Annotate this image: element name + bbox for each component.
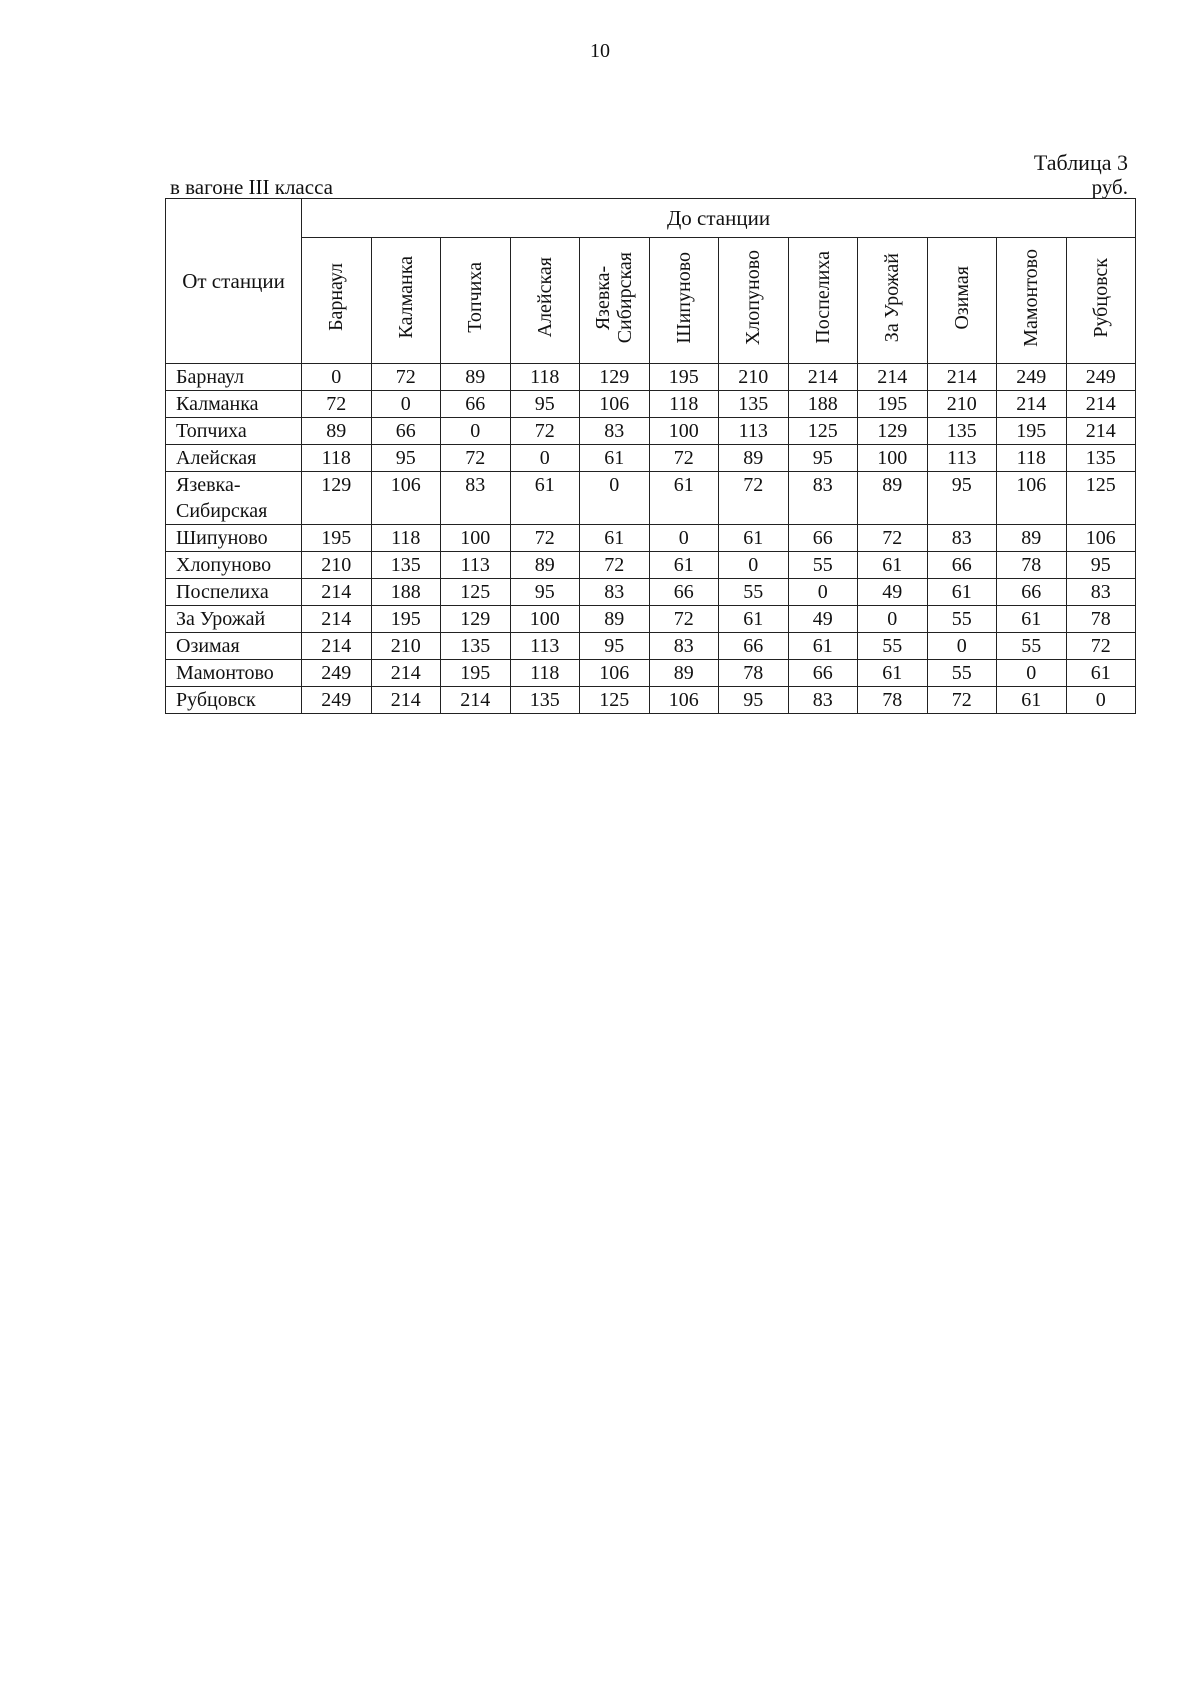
fare-cell: 118	[371, 525, 441, 552]
fare-cell: 83	[580, 579, 650, 606]
table-row	[166, 579, 1136, 606]
fare-cell: 72	[927, 687, 997, 714]
fare-cell: 61	[580, 525, 650, 552]
fare-cell: 66	[997, 579, 1067, 606]
fare-cell: 135	[441, 633, 511, 660]
row-station-name: Алейская	[166, 445, 302, 472]
fare-cell: 66	[371, 418, 441, 445]
fare-cell: 214	[788, 364, 858, 391]
fare-cell: 113	[510, 633, 580, 660]
fare-cell: 118	[997, 445, 1067, 472]
unit-note: руб.	[1091, 175, 1128, 199]
fare-cell: 214	[1066, 418, 1136, 445]
fare-cell: 61	[788, 633, 858, 660]
fare-cell: 214	[371, 660, 441, 687]
fare-cell: 89	[580, 606, 650, 633]
column-header-label: Рубцовск	[1089, 257, 1112, 338]
fare-cell: 195	[997, 418, 1067, 445]
column-header	[371, 238, 441, 364]
column-header-label: Язевка- Сибирская	[592, 251, 637, 344]
fare-cell: 135	[719, 391, 789, 418]
fare-cell: 66	[788, 525, 858, 552]
column-header	[788, 238, 858, 364]
fare-cell: 66	[441, 391, 511, 418]
fare-cell: 95	[719, 687, 789, 714]
fare-cell: 0	[649, 525, 719, 552]
row-station-name: Калманка	[166, 391, 302, 418]
column-header	[719, 238, 789, 364]
column-header-label: Поспелиха	[811, 251, 834, 344]
fare-cell: 214	[302, 579, 372, 606]
fare-cell: 0	[302, 364, 372, 391]
fare-cell: 100	[510, 606, 580, 633]
fare-cell: 0	[858, 606, 928, 633]
fare-cell: 78	[997, 552, 1067, 579]
table-row	[166, 660, 1136, 687]
fare-cell: 113	[441, 552, 511, 579]
to-station-header: До станции	[302, 199, 1136, 238]
fare-cell: 125	[441, 579, 511, 606]
fare-cell: 195	[302, 525, 372, 552]
column-header	[649, 238, 719, 364]
fare-cell: 214	[371, 687, 441, 714]
fare-cell: 72	[580, 552, 650, 579]
fare-cell: 95	[788, 445, 858, 472]
column-header	[997, 238, 1067, 364]
fare-cell: 95	[1066, 552, 1136, 579]
fare-cell: 89	[649, 660, 719, 687]
fare-table	[165, 198, 1136, 714]
fare-cell: 72	[302, 391, 372, 418]
fare-cell: 249	[1066, 364, 1136, 391]
fare-cell: 100	[441, 525, 511, 552]
table-row	[166, 418, 1136, 445]
fare-cell: 195	[441, 660, 511, 687]
fare-cell: 72	[441, 445, 511, 472]
fare-cell: 0	[788, 579, 858, 606]
fare-cell: 83	[441, 472, 511, 525]
fare-cell: 72	[510, 418, 580, 445]
column-header-label: Шипуново	[672, 251, 695, 344]
fare-cell: 95	[510, 391, 580, 418]
fare-cell: 83	[580, 418, 650, 445]
fare-cell: 106	[580, 391, 650, 418]
fare-cell: 61	[997, 606, 1067, 633]
fare-cell: 66	[719, 633, 789, 660]
fare-cell: 83	[927, 525, 997, 552]
fare-cell: 89	[997, 525, 1067, 552]
table-row	[166, 687, 1136, 714]
fare-cell: 95	[371, 445, 441, 472]
column-header-label: Алейская	[533, 257, 556, 338]
fare-cell: 49	[858, 579, 928, 606]
fare-cell: 106	[580, 660, 650, 687]
table-caption: Таблица 3	[1033, 150, 1128, 175]
table-row	[166, 364, 1136, 391]
fare-cell: 66	[788, 660, 858, 687]
fare-cell: 83	[788, 687, 858, 714]
fare-cell: 89	[719, 445, 789, 472]
row-station-name: Барнаул	[166, 364, 302, 391]
row-station-name: Хлопуново	[166, 552, 302, 579]
fare-cell: 49	[788, 606, 858, 633]
fare-cell: 66	[927, 552, 997, 579]
row-station-name: Озимая	[166, 633, 302, 660]
fare-cell: 72	[649, 445, 719, 472]
fare-cell: 125	[1066, 472, 1136, 525]
fare-cell: 210	[927, 391, 997, 418]
fare-cell: 135	[927, 418, 997, 445]
fare-cell: 95	[580, 633, 650, 660]
fare-cell: 95	[927, 472, 997, 525]
fare-cell: 129	[858, 418, 928, 445]
fare-cell: 72	[649, 606, 719, 633]
column-header-label: Мамонтово	[1020, 248, 1043, 347]
fare-cell: 210	[371, 633, 441, 660]
fare-cell: 83	[649, 633, 719, 660]
fare-cell: 78	[858, 687, 928, 714]
fare-cell: 61	[649, 472, 719, 525]
fare-cell: 125	[788, 418, 858, 445]
column-header-label: За Урожай	[881, 252, 904, 343]
fare-cell: 249	[302, 687, 372, 714]
fare-cell: 0	[719, 552, 789, 579]
fare-cell: 0	[927, 633, 997, 660]
fare-cell: 61	[649, 552, 719, 579]
fare-cell: 0	[371, 391, 441, 418]
fare-cell: 118	[510, 660, 580, 687]
fare-cell: 0	[510, 445, 580, 472]
fare-cell: 72	[510, 525, 580, 552]
fare-cell: 195	[649, 364, 719, 391]
fare-cell: 125	[580, 687, 650, 714]
fare-cell: 214	[858, 364, 928, 391]
fare-cell: 214	[302, 633, 372, 660]
row-station-name: Мамонтово	[166, 660, 302, 687]
fare-cell: 106	[997, 472, 1067, 525]
column-header	[1066, 238, 1136, 364]
fare-cell: 72	[371, 364, 441, 391]
row-station-name: За Урожай	[166, 606, 302, 633]
column-header-row	[166, 238, 1136, 364]
fare-cell: 249	[997, 364, 1067, 391]
fare-cell: 89	[858, 472, 928, 525]
class-note: в вагоне III класса	[170, 175, 333, 199]
table-row	[166, 472, 1136, 525]
fare-cell: 118	[510, 364, 580, 391]
fare-cell: 72	[1066, 633, 1136, 660]
fare-cell: 113	[927, 445, 997, 472]
fare-cell: 55	[788, 552, 858, 579]
fare-cell: 61	[510, 472, 580, 525]
fare-cell: 129	[302, 472, 372, 525]
fare-cell: 106	[649, 687, 719, 714]
fare-cell: 188	[788, 391, 858, 418]
fare-cell: 61	[927, 579, 997, 606]
table-row	[166, 552, 1136, 579]
fare-cell: 210	[719, 364, 789, 391]
fare-cell: 61	[719, 606, 789, 633]
fare-cell: 66	[649, 579, 719, 606]
column-header-label: Озимая	[950, 265, 973, 330]
column-header-label: Топчиха	[464, 262, 487, 333]
fare-cell: 78	[1066, 606, 1136, 633]
fare-cell: 210	[302, 552, 372, 579]
fare-cell: 129	[441, 606, 511, 633]
fare-cell: 214	[997, 391, 1067, 418]
fare-cell: 106	[1066, 525, 1136, 552]
fare-cell: 55	[997, 633, 1067, 660]
column-header-label: Барнаул	[325, 263, 348, 332]
fare-cell: 100	[649, 418, 719, 445]
fare-cell: 55	[927, 606, 997, 633]
column-header	[302, 238, 372, 364]
table-row	[166, 633, 1136, 660]
fare-cell: 89	[510, 552, 580, 579]
fare-cell: 113	[719, 418, 789, 445]
fare-cell: 135	[510, 687, 580, 714]
fare-cell: 83	[788, 472, 858, 525]
table-row	[166, 525, 1136, 552]
table-row	[166, 606, 1136, 633]
fare-cell: 83	[1066, 579, 1136, 606]
fare-cell: 106	[371, 472, 441, 525]
fare-cell: 195	[858, 391, 928, 418]
fare-cell: 0	[1066, 687, 1136, 714]
fare-cell: 135	[1066, 445, 1136, 472]
column-header	[580, 238, 650, 364]
column-header	[441, 238, 511, 364]
fare-cell: 214	[1066, 391, 1136, 418]
table-row	[166, 445, 1136, 472]
fare-cell: 89	[441, 364, 511, 391]
fare-cell: 72	[719, 472, 789, 525]
fare-cell: 249	[302, 660, 372, 687]
fare-table-header	[166, 199, 1136, 364]
fare-cell: 188	[371, 579, 441, 606]
fare-cell: 0	[580, 472, 650, 525]
fare-cell: 100	[858, 445, 928, 472]
fare-cell: 118	[649, 391, 719, 418]
fare-cell: 61	[858, 660, 928, 687]
fare-cell: 135	[371, 552, 441, 579]
fare-cell: 61	[1066, 660, 1136, 687]
fare-table-body	[166, 364, 1136, 714]
fare-cell: 78	[719, 660, 789, 687]
fare-cell: 0	[997, 660, 1067, 687]
fare-cell: 89	[302, 418, 372, 445]
page-number: 10	[590, 40, 610, 62]
fare-cell: 214	[927, 364, 997, 391]
column-header	[927, 238, 997, 364]
column-header	[510, 238, 580, 364]
row-station-name: Топчиха	[166, 418, 302, 445]
fare-cell: 61	[997, 687, 1067, 714]
fare-cell: 55	[719, 579, 789, 606]
table-row	[166, 391, 1136, 418]
fare-cell: 214	[302, 606, 372, 633]
fare-cell: 118	[302, 445, 372, 472]
row-station-name: Язевка- Сибирская	[166, 472, 302, 525]
column-header-label: Калманка	[394, 256, 417, 339]
row-station-name: Шипуново	[166, 525, 302, 552]
fare-cell: 214	[441, 687, 511, 714]
fare-cell: 95	[510, 579, 580, 606]
row-station-name: Рубцовск	[166, 687, 302, 714]
fare-cell: 55	[927, 660, 997, 687]
column-header-label: Хлопуново	[742, 249, 765, 346]
fare-cell: 129	[580, 364, 650, 391]
fare-cell: 195	[371, 606, 441, 633]
fare-cell: 72	[858, 525, 928, 552]
fare-cell: 61	[719, 525, 789, 552]
from-station-header: От станции	[166, 199, 302, 364]
fare-cell: 0	[441, 418, 511, 445]
fare-cell: 55	[858, 633, 928, 660]
row-station-name: Поспелиха	[166, 579, 302, 606]
fare-cell: 61	[858, 552, 928, 579]
column-header	[858, 238, 928, 364]
fare-cell: 61	[580, 445, 650, 472]
